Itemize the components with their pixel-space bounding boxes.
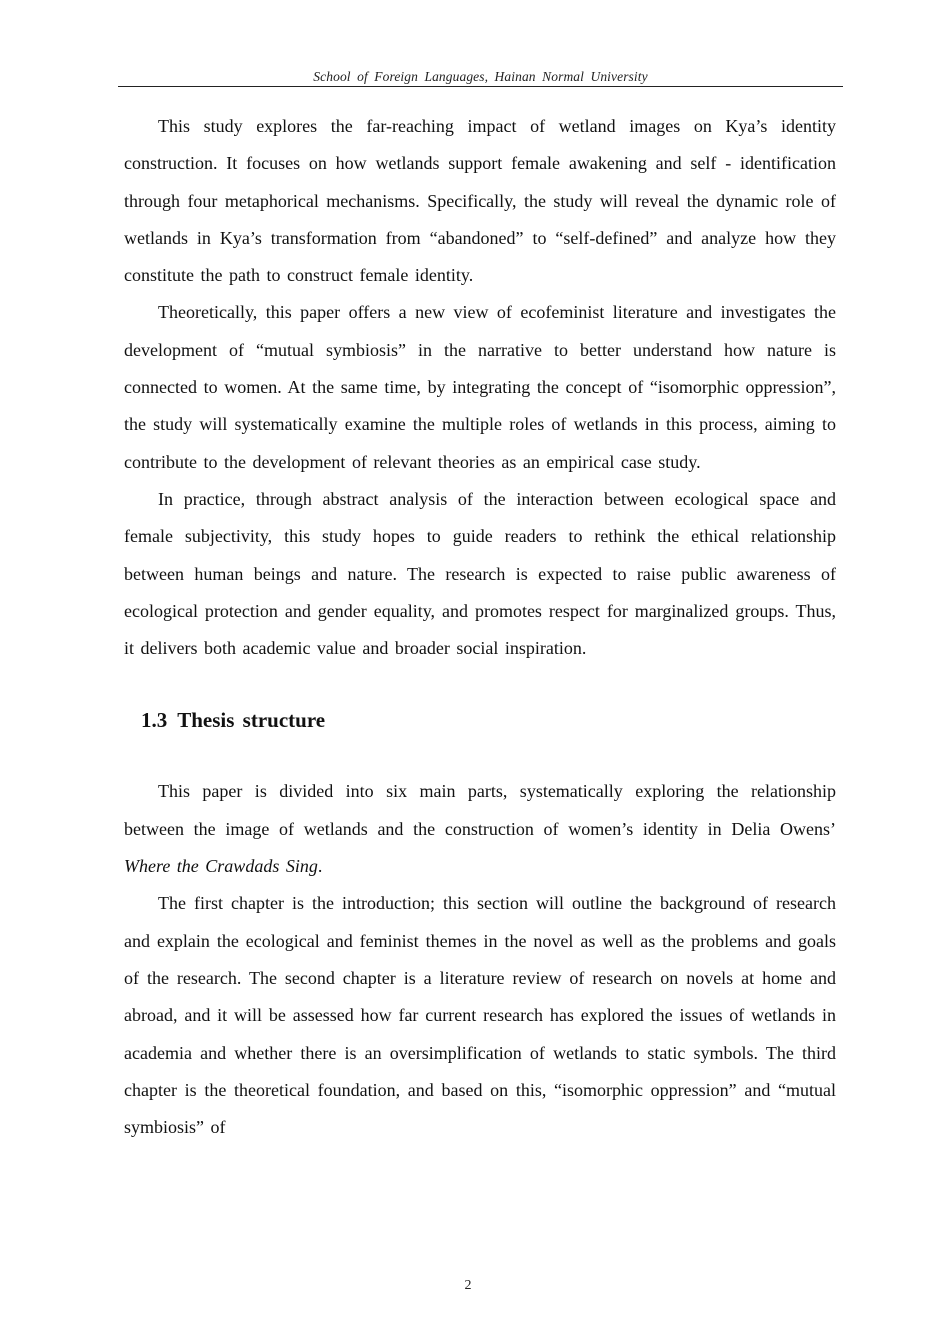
- section-number: 1.3: [141, 708, 168, 733]
- paragraph-practical-significance: In practice, through abstract analysis of the interaction between ecological space and female subjectivity, this study hopes to guide readers to rethink the ethical relationship between human beings and nature. The research is expected to raise public awareness of ecological protection and gender equality, and promotes respect for marginalized groups. Thus, it delivers both academic value and broader social inspiration.: [124, 488, 836, 659]
- page-number: 2: [464, 1278, 472, 1293]
- paragraph-research-aim: This study explores the far-reaching impact of wetland images on Kya’s identity construction. It focuses on how wetlands support female awakening and self - identification through four metaphorical mechanisms. Specifically, the study will reveal the dynamic role of wetlands in Kya’s transformation from “abandoned” to “self-defined” and analyze how they constitute the path to construct female identity.: [124, 116, 836, 286]
- running-header: School of Foreign Languages, Hainan Normal University: [313, 69, 648, 84]
- header-rule: [118, 86, 843, 87]
- book-title: Where the Crawdads Sing: [124, 856, 318, 877]
- structure-intro-end: .: [317, 856, 323, 877]
- paragraph-theoretical-significance: Theoretically, this paper offers a new view of ecofeminist literature and investigates the development of “mutual symbiosis” in the narrative to better understand how nature is connected to women. At the same time, by integrating the concept of “isomorphic oppression”, the study will systematically examine the multiple roles of wetlands in this process, aiming to contribute to the development of relevant theories as an empirical case study.: [124, 302, 836, 472]
- page-body: [124, 108, 836, 1146]
- structure-intro-text: This paper is divided into six main parts, systematically exploring the relationship between the image of wetlands and the construction of women’s identity in Delia Owens’: [124, 781, 836, 839]
- section-heading: [141, 690, 836, 750]
- section-title: Thesis structure: [177, 708, 326, 733]
- paragraph-structure-intro: [124, 773, 836, 885]
- paragraph-chapter-outline: The first chapter is the introduction; this section will outline the background of research and explain the ecological and feminist themes in the novel as well as the problems and goals of the research. The second chapter is a literature review of research on novels at home and abroad, and it will be assessed how far current research has explored the issues of wetlands in academia and whether there is an oversimplification of wetlands to static symbols. The third chapter is the theoretical foundation, and based on this, “isomorphic oppression” and “mutual symbiosis” of: [124, 893, 836, 1138]
